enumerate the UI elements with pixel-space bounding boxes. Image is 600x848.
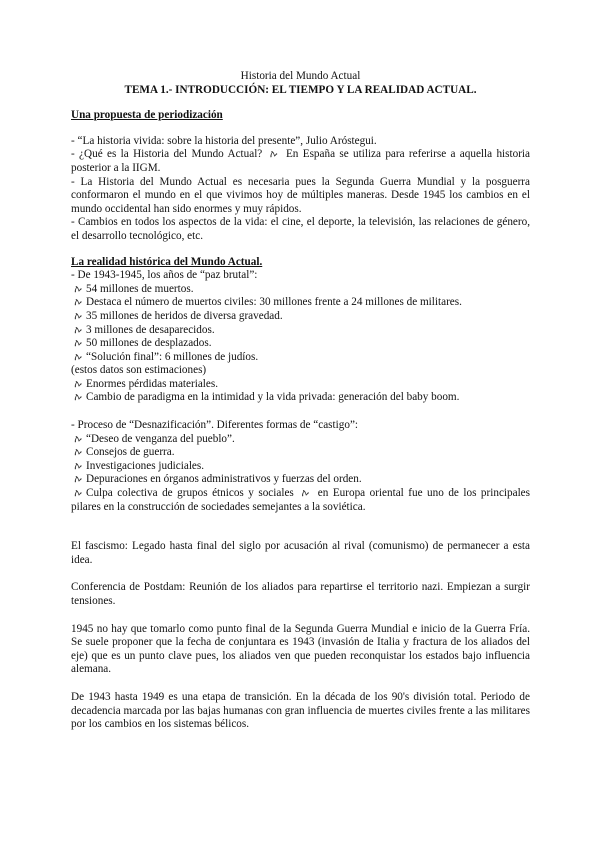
paragraph: - La Historia del Mundo Actual es necesaria pues la Segunda Guerra Mundial y la posguerra conformaron el mundo en el que vivimos hoy de múltiples maneras. Desde 1945 los cambios en el mundo occidental han sido enormes y muy rápidos.	[71, 175, 530, 215]
list-item: ࠕ Consejos de guerra.	[74, 446, 175, 459]
document-body	[71, 70, 530, 732]
bullet-icon: ࠕ	[74, 433, 83, 444]
list-item: ࠕ Culpa colectiva de grupos étnicos y sociales ࠕ en Europa oriental fue uno de los principales pilares en la construcción de sociedades semejantes a la soviética.	[71, 487, 531, 513]
section-heading-periodizacion: Una propuesta de periodización	[71, 109, 223, 122]
list-item: ࠕ Cambio de paradigma en la intimidad y la vida privada: generación del baby boom.	[74, 391, 460, 404]
bullet-icon: ࠕ	[74, 488, 83, 499]
paragraph: 1945 no hay que tomarlo como punto final de la Segunda Guerra Mundial e inicio de la Guerra Fría. Se suele proponer que la fecha de conjuntara es 1943 (invasión de Italia y fractura de los aliados del eje) que es un punto clave pues, los aliados ven que pueden reconquistar los estados bajo influencia alemana.	[71, 622, 530, 676]
list-intro: - Proceso de “Desnazificación”. Diferentes formas de “castigo”:	[71, 419, 359, 432]
list-item: ࠕ Depuraciones en órganos administrativos y fuerzas del orden.	[74, 473, 362, 486]
bullet-icon: ࠕ	[74, 338, 83, 349]
bullet-icon: ࠕ	[74, 378, 83, 389]
bullet-icon: ࠕ	[74, 297, 83, 308]
bullet-icon: ࠕ	[74, 324, 83, 335]
bullet-icon: ࠕ	[74, 447, 83, 458]
bullet-icon: ࠕ	[74, 392, 83, 403]
bullet-icon: ࠕ	[74, 310, 83, 321]
list-item: ࠕ 54 millones de muertos.	[74, 282, 194, 295]
bullet-icon: ࠕ	[74, 460, 83, 471]
list-item: ࠕ Enormes pérdidas materiales.	[74, 377, 219, 390]
list-item: ࠕ “Deseo de venganza del pueblo”.	[74, 432, 235, 445]
list-item: ࠕ 35 millones de heridos de diversa gravedad.	[74, 309, 283, 322]
list-item: ࠕ 3 millones de desaparecidos.	[74, 323, 215, 336]
bullet-icon: ࠕ	[74, 474, 83, 485]
bullet-icon: ࠕ	[74, 283, 83, 294]
page-title: TEMA 1.- INTRODUCCIÓN: EL TIEMPO Y LA REALIDAD ACTUAL.	[124, 83, 477, 96]
paragraph: - “La historia vivida: sobre la historia del presente”, Julio Aróstegui.	[71, 134, 377, 147]
bullet-icon: ࠕ	[301, 488, 310, 499]
section-heading-realidad: La realidad histórica del Mundo Actual.	[71, 255, 263, 268]
paragraph-text: En España se utiliza para referirse a aquella historia posterior a la IIGM.	[71, 148, 530, 174]
paragraph: De 1943 hasta 1949 es una etapa de transición. En la década de los 90's división total. Periodo de decadencia marcada por las bajas humanas con gran influencia de muertes civiles frente a las militares por los cambios en los sistemas bélicos.	[71, 690, 530, 731]
bullet-icon: ࠕ	[269, 149, 279, 160]
paragraph: - Cambios en todos los aspectos de la vida: el cine, el deporte, la televisión, las relaciones de género, el desarrollo tecnológico, etc.	[71, 216, 530, 242]
course-title: Historia del Mundo Actual	[240, 70, 361, 82]
list-item: ࠕ Destaca el número de muertos civiles: 30 millones frente a 24 millones de militares.	[74, 296, 462, 309]
list-item: ࠕ “Solución final”: 6 millones de judíos.	[74, 350, 259, 363]
paragraph	[71, 148, 530, 175]
list-note: (estos datos son estimaciones)	[71, 364, 207, 377]
paragraph: Conferencia de Postdam: Reunión de los aliados para repartirse el territorio nazi. Empiezan a surgir tensiones.	[71, 581, 530, 607]
bullet-icon: ࠕ	[74, 351, 83, 362]
list-item: ࠕ 50 millones de desplazados.	[74, 337, 212, 350]
list-intro: - De 1943-1945, los años de “paz brutal”:	[71, 269, 258, 282]
list-item: ࠕ Investigaciones judiciales.	[74, 459, 205, 472]
paragraph-text: - ¿Qué es la Historia del Mundo Actual?	[71, 148, 263, 161]
paragraph: El fascismo: Legado hasta final del siglo por acusación al rival (comunismo) de permanecer a esta idea.	[71, 540, 530, 566]
